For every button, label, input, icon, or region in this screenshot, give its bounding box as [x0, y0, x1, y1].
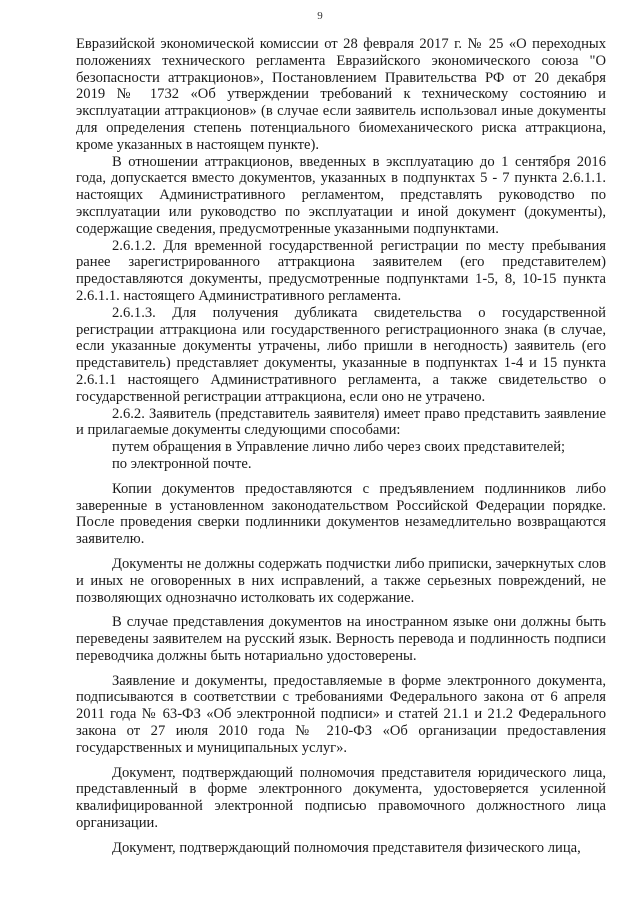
paragraph-electronic-signature: Заявление и документы, предоставляемые в форме электронного документа, подписываются в соответствии с требованиями Федерального закона от 6 апреля 2011 года № 63-ФЗ «Об электронной подписи» и статей 21.1 и 21.2 Федерального закона от 27 июля 2010 года № 210-ФЗ «Об организации предоставления государственных и муниципальных услуг».: [76, 672, 606, 756]
paragraph-2-6-1-3: 2.6.1.3. Для получения дубликата свидетельства о государственной регистрации аттракциона или государственного регистрационного знака (в случае, если указанные документы утрачены, либо пришли в негодность) заявитель (его представитель) представляет документы, указанные в подпунктах 1-4 и 15 пункта 2.6.1.1 настоящего Административного регламента, а также свидетельство о государственной регистрации аттракциона, если оно не утрачено.: [76, 304, 606, 405]
paragraph-no-corrections: Документы не должны содержать подчистки либо приписки, зачеркнутых слов и иных не оговоренных в них исправлений, а также серьезных повреждений, не позволяющих однозначно истолковать их содержание.: [76, 555, 606, 606]
document-body: [76, 36, 606, 857]
list-item-in-person: путем обращения в Управление лично либо через своих представителей;: [112, 439, 566, 456]
list-item-email: по электронной почте.: [112, 455, 252, 472]
paragraph-continued: Евразийской экономической комиссии от 28 февраля 2017 г. № 25 «О переходных положениях технического регламента Евразийского экономического союза "О безопасности аттракционов», Постановлением Правительства РФ от 20 декабря 2019 № 1732 «Об утверждении требований к техническому состоянию и эксплуатации аттракционов» (в случае если заявитель использовал иные документы для определения степень потенциального биомеханического риска аттракциона, кроме указанных в настоящем пункте).: [76, 36, 606, 153]
paragraph-copies: Копии документов предоставляются с предъявлением подлинников либо заверенные в установленном законодательством Российской Федерации порядке. После проведения сверки подлинники документов незамедлительно возвращаются заявителю.: [76, 480, 606, 548]
paragraph-foreign-language: В случае представления документов на иностранном языке они должны быть переведены заявителем на русский язык. Верность перевода и подлинность подписи переводчика должны быть нотариально удостоверены.: [76, 614, 606, 664]
paragraph-legal-entity-representative: Документ, подтверждающий полномочия представителя юридического лица, представленный в форме электронного документа, удостоверяется усиленной квалифицированной электронной подписью правомочного должностного лица организации.: [76, 764, 606, 832]
page-number: 9: [317, 10, 323, 22]
paragraph-2-6-2: 2.6.2. Заявитель (представитель заявителя) имеет право представить заявление и прилагаемые документы следующими способами:: [76, 405, 606, 439]
paragraph-individual-representative: Документ, подтверждающий полномочия представителя физического лица,: [112, 839, 581, 856]
paragraph-attractions-before-2016: В отношении аттракционов, введенных в эксплуатацию до 1 сентября 2016 года, допускается вместо документов, указанных в подпунктах 5 - 7 пункта 2.6.1.1. настоящих Административного регламентом, представлять руководство по эксплуатации или руководство по эксплуатации и иной документ (документы), содержащие сведения, предусмотренные указанными подпунктами.: [76, 153, 606, 237]
paragraph-2-6-1-2: 2.6.1.2. Для временной государственной регистрации по месту пребывания ранее зарегистрированного аттракциона заявителем (его представителем) предоставляются документы, предусмотренные подпунктами 1-5, 8, 10-15 пункта 2.6.1.1. настоящего Административного регламента.: [76, 237, 606, 304]
